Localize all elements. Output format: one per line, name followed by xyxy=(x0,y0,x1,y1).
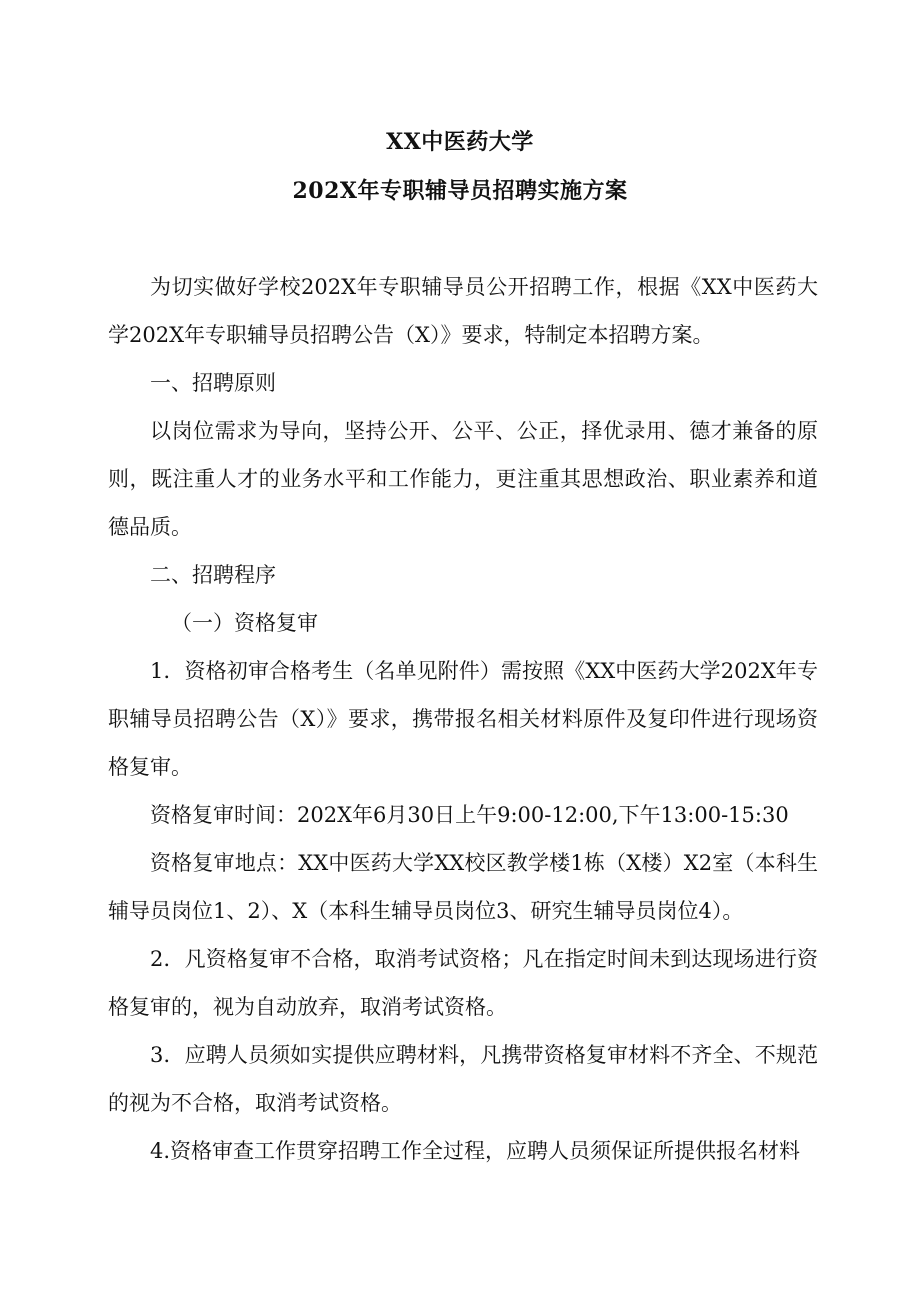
review-item-2: 2．凡资格复审不合格，取消考试资格；凡在指定时间未到达现场进行资格复审的，视为自动放弃，取消考试资格。 xyxy=(108,947,818,1019)
review-item-1: 1．资格初审合格考生（名单见附件）需按照《XX中医药大学202X年专职辅导员招聘公告（X）》要求，携带报名相关材料原件及复印件进行现场资格复审。 xyxy=(108,659,818,779)
section-heading-procedure: 二、招聘程序 xyxy=(150,563,276,587)
review-item-3: 3．应聘人员须如实提供应聘材料，凡携带资格复审材料不齐全、不规范的视为不合格，取消考试资格。 xyxy=(108,1043,818,1115)
review-item-4: 4.资格审查工作贯穿招聘工作全过程，应聘人员须保证所提供报名材料 xyxy=(150,1139,801,1163)
review-time: 资格复审时间：202X年6月30日上午9:00-12:00,下午13:00-15:30 xyxy=(150,803,789,827)
document-title-university: XX中医药大学 xyxy=(386,129,534,155)
document-title-plan: 202X年专职辅导员招聘实施方案 xyxy=(292,178,628,204)
review-location: 资格复审地点：XX中医药大学XX校区教学楼1栋（X楼）X2室（本科生辅导员岗位1、2）、X（本科生辅导员岗位3、研究生辅导员岗位4）。 xyxy=(108,851,818,923)
document-body xyxy=(108,263,818,1175)
intro-paragraph: 为切实做好学校202X年专职辅导员公开招聘工作，根据《XX中医药大学202X年专职辅导员招聘公告（X）》要求，特制定本招聘方案。 xyxy=(108,275,818,347)
subsection-heading-review: （一）资格复审 xyxy=(171,611,318,635)
section-heading-principles: 一、招聘原则 xyxy=(150,371,276,395)
principles-paragraph: 以岗位需求为导向，坚持公开、公平、公正，择优录用、德才兼备的原则，既注重人才的业务水平和工作能力，更注重其思想政治、职业素养和道德品质。 xyxy=(108,419,818,539)
